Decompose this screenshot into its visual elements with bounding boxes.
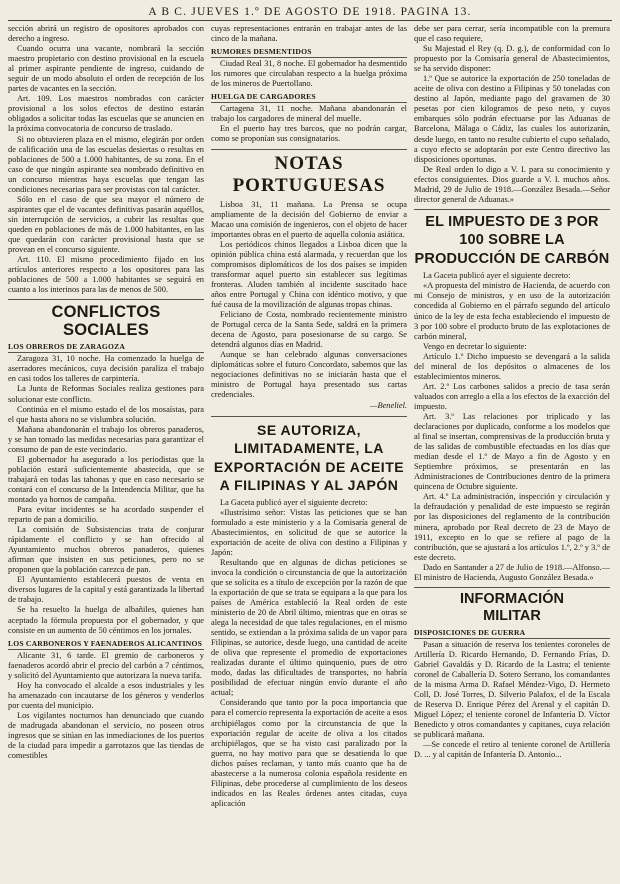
- article-paragraph: Dado en Santander a 27 de Julio de 1918.—Alfonso.—El ministro de Hacienda, Augusto González Besada.»: [414, 562, 610, 582]
- article-paragraph: Feliciano de Costa, nombrado recientemente ministro de Portugal cerca de la Santa Sede, saldrá en la primera decena de Agosto, para posesionarse de su cargo. Se detendrá algunos días en Madrid.: [211, 310, 407, 350]
- carboneros-subhead: LOS CARBONEROS Y FAENADEROS ALICANTINOS: [8, 639, 204, 650]
- article-paragraph: La comisión de Subsistencias trata de conjurar rápidamente el conflicto y se han ofrecido al Ayuntamiento muchos obreros panaderos, quienes afirman que insisten en sus peticiones, pero no se proponen que la población carezca de pan.: [8, 525, 204, 575]
- informacion-militar-headline: [414, 587, 610, 625]
- article-paragraph: Aunque se han celebrado algunas conversaciones diplomáticas sobre el futuro Concordato, sabemos que las negociaciones definitivas no se iniciarán hasta que el ministro de Portugal haya presentado sus cartas credenciales.: [211, 350, 407, 400]
- article-paragraph: «A propuesta del ministro de Hacienda, de acuerdo con mi Consejo de ministros, y en uso de la autorización concedida al Gobierno en el párrafo segundo del artículo único de la ley de esta fecha estableciendo el impuesto de 3 por 100 sobre el producto bruto de las explotaciones de carbón mineral,: [414, 281, 610, 341]
- article-paragraph: Cartagena 31, 11 noche. Mañana abandonarán el trabajo los cargadores de mineral del muelle.: [211, 104, 407, 124]
- article-paragraph: Mañana abandonarán el trabajo los obreros panaderos, y se han tomado las medidas necesarias para garantizar el consumo de pan de este vecindario.: [8, 424, 204, 454]
- article-paragraph: Los periódicos chinos llegados a Lisboa dicen que la opinión pública china está alarmada, y recuerdan que los compromisos diplomáticos de los dos países se impiden transformar aquel puerto sin establecer sus legítimas fronteras. Aluden también al incidente suscitado hace años entre Portugal y China con idéntico motivo, y que fué causa de la movilización de algunas tropas chinas.: [211, 239, 407, 309]
- conflictos-headline: CONFLICTOS SOCIALES: [8, 299, 204, 339]
- militar-headline-line1: INFORMACIÓN: [460, 590, 564, 607]
- notas-portuguesas-headline: NOTAS PORTUGUESAS: [211, 149, 407, 197]
- article-paragraph: Art. 110. El mismo procedimiento fijado en los artículos anteriores respecto a los opositores para las poblaciones de 500 a 1.000 habitantes se seguirá en cuanto a los interinos para las de menos de 500.: [8, 255, 204, 295]
- article-paragraph: Alicante 31, 6 tarde. El gremio de carboneros y faenaderos acordó abrir el precio del carbón a 7 céntimos, y solicitó del Ayuntamiento que autorizara la nueva tarifa.: [8, 650, 204, 680]
- article-paragraph: sección abrirá un registro de opositores aprobados con derecho a ingreso.: [8, 24, 204, 44]
- article-paragraph: Artículo 1.º Dicho impuesto se devengará a la salida del mineral de los depósitos o almacenes de los establecimientos mineros.: [414, 351, 610, 381]
- article-paragraph: 1.º Que se autorice la exportación de 250 toneladas de aceite de oliva con destino a Filipinas y 50 toneladas con destino al Japón, mediante pago del gravamen de 30 pesetas por cien kilogramos de peso neto, y cuyos embarques sólo podrán efectuarse por las Aduanas de Barcelona, Málaga o Cádiz, las cuales los autorizarán, desde luego, en tanto no resulte cubierto el cupo señalado, a cuyo efecto se adoptarán por este Centro directivo las disposiciones oportunas.: [414, 74, 610, 164]
- article-paragraph: Zaragoza 31, 10 noche. Ha comenzado la huelga de aserradores mecánicos, cuya decisión paraliza el trabajo en casi todos los talleres de carpintería.: [8, 354, 204, 384]
- article-paragraph: Art. 109. Los maestros nombrados con carácter provisional a los solos efectos de destino estarán obligados a solicitar todas las escuelas que se anuncien en la próxima convocatoria de concurso de traslado.: [8, 94, 204, 134]
- article-paragraph: Considerando que tanto por la poca importancia que para el comercio representa la exportación de aceite a esos archipiélagos como por la circunstancia de que la exportación regular de aceite de oliva a los citados archipiélagos, que se ha visto casi paralizado por la guerra, no hay motivo para que se desatienda lo que dichos países reclaman, y tanto más cuanto que ha de abastecerse a la numerosa colonia española residente en Filipinas, debe procederse al cumplimiento de los deseos indicados en las Reales órdenes antes citadas, cuya aplicación: [211, 698, 407, 808]
- article-paragraph: debe ser para cerrar, sería incompatible con la premura que el caso requiere,: [414, 24, 610, 44]
- article-paragraph: Se ha resuelto la huelga de albañiles, quienes han aceptado la fórmula propuesta por el gobernador, y que consiste en un aumento de 50 céntimos en los jornales.: [8, 605, 204, 635]
- column-3: [414, 24, 610, 884]
- article-paragraph: Resultando que en algunas de dichas peticiones se invoca la condición o circunstancia de que la autorización que se solicita es a título de excepción por la razón de que la exportación de que se trata se equipara a la que para los países de América estableció la Real orden de este ministerio de 20 de Abril último, mientras que en otras se alega la necesidad de que tales regulaciones, en el mismo sentido, se extiendan a la próxima salida de un vapor para Filipinas, se autorice, desde luego, una cantidad de aceite de oliva que represente el promedio de exportaciones realizadas durante el último quinquenio, pues de otro modo, dadas las dificultades de transportes, no habría posibilidad de efectuar ningún envío durante el año actual;: [211, 557, 407, 698]
- article-paragraph: Sólo en el caso de que sea mayor el número de aspirantes que el de vacantes definitivas pasarán aquéllos, sin interrupción de servicios, a cubrir las resultas que queden en poblaciones de más de 1.000 habitantes, en las que quedarán con carácter provisional hasta que se provean en el concurso siguiente.: [8, 194, 204, 255]
- article-paragraph: Ciudad Real 31, 8 noche. El gobernador ha desmentido los rumores que circulaban respecto a la huelga próxima de los mineros de Puertollano.: [211, 59, 407, 89]
- disposiciones-subhead: DISPOSICIONES DE GUERRA: [414, 628, 610, 639]
- article-paragraph: En el puerto hay tres barcos, que no podrán cargar, como se proponían sus consignatarios.: [211, 124, 407, 144]
- page-header: A B C. JUEVES 1.º DE AGOSTO DE 1918. PAGINA 13.: [8, 4, 612, 21]
- article-paragraph: Vengo en decretar lo siguiente:: [423, 341, 527, 351]
- article-paragraph: De Real orden lo digo a V. I. para su conocimiento y efectos consiguientes. Dios guarde a V. I. muchos años. Madrid, 29 de Julio de 1918.—González Besada.—Señor director general de Aduanas.»: [414, 164, 610, 204]
- obreros-subhead: LOS OBREROS DE ZARAGOZA: [8, 342, 204, 353]
- article-paragraph: Continúa en el mismo estado el de los mosaístas, para el que hasta ahora no se vislumbra solución.: [8, 404, 204, 424]
- article-paragraph: La Gaceta publicó ayer el siguiente decreto:: [220, 497, 368, 507]
- article-paragraph: Lisboa 31, 11 mañana. La Prensa se ocupa ampliamente de la decisión del Gobierno de enviar a Macao una comisión de ingenieros, con el objeto de hacer importantes obras en el puerto de aquella colonia asiática.: [211, 199, 407, 239]
- article-paragraph: Los vigilantes nocturnos han denunciado que cuando de madrugada abandonan el servicio, no poseen otros ingresos que se sitúan en las inmediaciones de los puertos de la ciudad para impedir a garrotazos que las tiendas de comestibles: [8, 710, 204, 761]
- article-paragraph: Art. 3.º Las relaciones por triplicado y las declaraciones por duplicado, conforme a los modelos que al final se insertan, comprensivas de la producción bruta y de las salidas de combustible efectuadas en los días que median desde el 1.º de Mayo a fin de Agosto y en Septiembre próximos, se presentarán en las Administraciones de Contribuciones dentro de la primera quincena de Octubre siguiente.: [414, 412, 610, 492]
- article-paragraph: «Ilustrísimo señor: Vistas las peticiones que se han formulado a este ministerio y a la Comisaría general de Abastecimientos, en solicitud de que se autorice la exportación de aceite de oliva con destino a Filipinas y Japón:: [211, 507, 407, 557]
- article-paragraph: La Junta de Reformas Sociales realiza gestiones para solucionar este conflicto.: [8, 384, 204, 404]
- article-paragraph: Cuando ocurra una vacante, nombrará la sección maestro propietario con destino provisional en la escuela al primer aspirante pendiente de ingreso, cuidando de seguir de un modo absoluto el orden de recepción de los partes de vacantes en la sección.: [8, 44, 204, 94]
- militar-headline-line2: MILITAR: [483, 607, 541, 624]
- article-paragraph: Art. 2.º Los carbones salidos a precio de tasa serán valuados con arreglo a ella a los efectos de la exacción del impuesto.: [414, 381, 610, 411]
- article-paragraph: Hoy ha convocado el alcalde a esos industriales y les ha amenazado con incautarse de los géneros y venderlos por cuenta del municipio.: [8, 680, 204, 710]
- article-paragraph: El Ayuntamiento establecerá puestos de venta en diversos lugares de la capital y está garantizada la libertad de trabajo.: [8, 575, 204, 605]
- article-paragraph: Pasan a situación de reserva los tenientes coroneles de Artillería D. Ricardo Hernando, D. Fernando Frías, D. Gabriel Gavaldás y D. Ricardo de la Lastra; el teniente coronel de Caballería D. Sotero Serrano, los comandantes de la misma Arma D. Rafael Méndez-Vigo, D. Hermeto Coll, D. José Torres, D. Silverio Palafox, el de la Escala de Reserva D. Enrique Pérez del Arenal y el capitán D. Miguel López; el teniente coronel de Infantería D. Víctor Benedicto y otros comandantes y capitanes, cuya relación se publicará mañana.: [414, 639, 610, 740]
- byline-signature: —Beneliel.: [370, 401, 407, 411]
- article-paragraph: Art. 4.º La administración, inspección y circulación y la defraudación y penalidad de este impuesto se regirán por las disposiciones del reglamento de la contribución minera, aprobado por Real decreto de 23 de Mayo de 1911, excepto en lo que se refiere al pago de la contribución, que se ajustará a los artículos 1.º, 2.º y 3.º de este decreto.: [414, 492, 610, 562]
- article-paragraph: —Se concede el retiro al teniente coronel de Artillería D. ... y al capitán de Infantería D. Antonio...: [414, 740, 610, 760]
- column-2: [211, 24, 407, 884]
- columns: [8, 24, 612, 884]
- autoriza-exportacion-headline: SE AUTORIZA, LIMITADAMENTE, LA EXPORTACIÓN DE ACEITE A FILIPINAS Y AL JAPÓN: [211, 416, 407, 495]
- impuesto-carbon-headline: EL IMPUESTO DE 3 POR 100 SOBRE LA PRODUCCIÓN DE CARBÓN: [414, 209, 610, 269]
- article-paragraph: Su Majestad el Rey (q. D. g.), de conformidad con lo propuesto por la Comisaría general de Abastecimientos, se ha servido disponer:: [414, 44, 610, 74]
- column-1: [8, 24, 204, 884]
- article-paragraph: cuyas representaciones entrarán en trabajar antes de las cinco de la mañana.: [211, 24, 407, 44]
- article-paragraph: La Gaceta publicó ayer el siguiente decreto:: [423, 271, 571, 281]
- rumores-subhead: RUMORES DESMENTIDOS: [211, 47, 407, 58]
- article-paragraph: Para evitar incidentes se ha acordado suspender el reparto de pan a domicilio.: [8, 505, 204, 525]
- cargadores-subhead: HUELGA DE CARGADORES: [211, 92, 407, 103]
- article-paragraph: El gobernador ha asegurado a los periodistas que la población estará suficientemente abastecida, que se trabajará en todas las tahonas y que en caso necesario se contará con el concurso de la Intendencia Militar, que ha montado ya hornos de campaña.: [8, 454, 204, 504]
- article-paragraph: Si no obtuvieren plaza en el mismo, elegirán por orden de calificación una de las escuelas desiertas o resultas en poblaciones de 500 a 1.000 habitantes, de su zona. En el caso de que ningún aspirante sea nombrado definitivo en un concurso mientras haya escuelas que tengan las condiciones necesarias para ser provistas con tal carácter.: [8, 134, 204, 194]
